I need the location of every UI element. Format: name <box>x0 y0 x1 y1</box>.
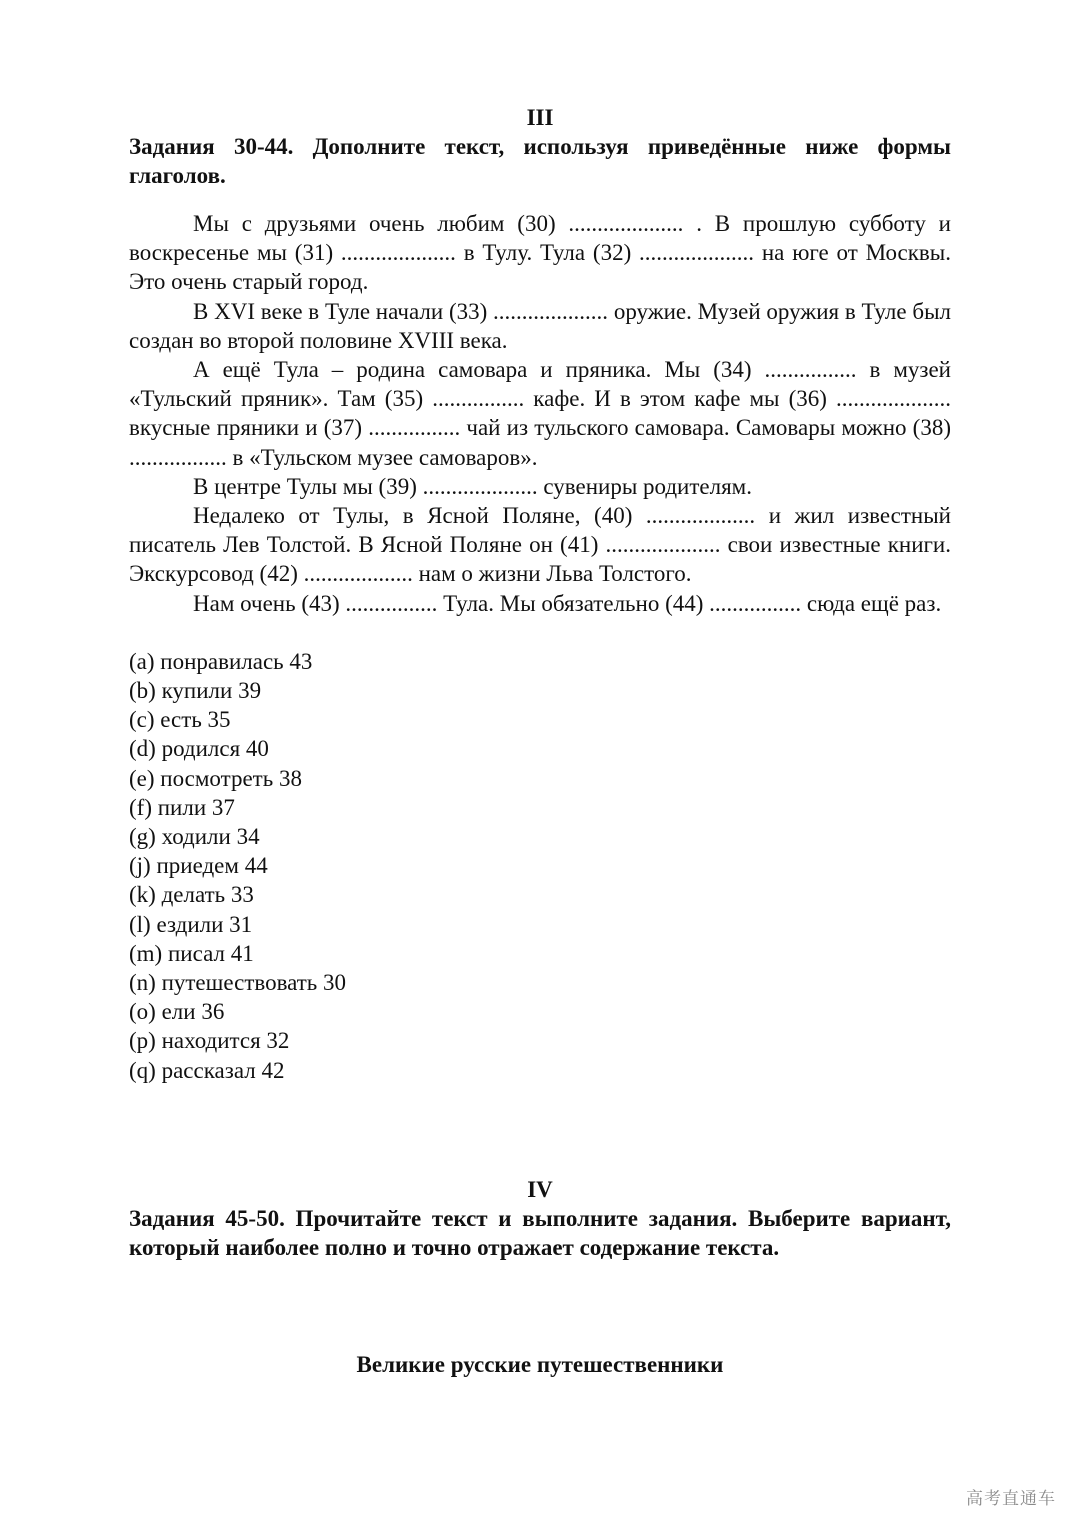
section-three-heading: Задания 30-44. Дополните текст, используя приведённые ниже формы глаголов. <box>129 134 951 188</box>
section-three-numeral: III <box>526 105 554 130</box>
section-four-heading: Задания 45-50. Прочитайте текст и выполните задания. Выберите вариант, который наиболее полно и точно отражает содержание текста. <box>129 1206 951 1260</box>
section-four <box>129 1175 951 1262</box>
verb-options-list <box>129 647 951 1085</box>
option-f: (f) пили 37 <box>129 794 235 820</box>
passage-paragraph-2: В XVI веке в Туле начали (33) .................... оружие. Музей оружия в Туле был создан во второй половине XVIII века. <box>129 298 951 353</box>
option-o: (o) ели 36 <box>129 999 225 1025</box>
option-j: (j) приедем 44 <box>129 853 268 879</box>
option-k: (k) делать 33 <box>129 882 254 908</box>
article-title: Великие русские путешественники <box>356 1352 724 1377</box>
section-three <box>129 103 951 1085</box>
option-g: (g) ходили 34 <box>129 824 260 850</box>
passage-paragraph-6: Нам очень (43) ................ Тула. Мы обязательно (44) ................ сюда ещё раз. <box>193 590 942 616</box>
option-c: (c) есть 35 <box>129 707 231 733</box>
passage-paragraph-4: В центре Тулы мы (39) .................... сувениры родителям. <box>193 473 752 499</box>
passage-paragraph-3: А ещё Тула – родина самовара и пряника. Мы (34) ................ в музей «Тульский пряник». Там (35) ................ кафе. И в этом кафе мы (36) .................... вкусные пряники и (37) ................ чай из тульского самовара. Самовары можно (38) ................. в «Тульском музее самоваров». <box>129 357 951 470</box>
passage <box>129 209 951 618</box>
option-b: (b) купили 39 <box>129 678 262 704</box>
option-a: (a) понравилась 43 <box>129 648 313 674</box>
section-four-numeral: IV <box>527 1177 553 1202</box>
option-m: (m) писал 41 <box>129 940 254 966</box>
watermark-text: 高考直通车 <box>966 1489 1056 1509</box>
option-p: (p) находится 32 <box>129 1028 290 1054</box>
option-d: (d) родился 40 <box>129 736 269 762</box>
option-e: (e) посмотреть 38 <box>129 765 302 791</box>
option-q: (q) рассказал 42 <box>129 1057 285 1083</box>
option-n: (n) путешествовать 30 <box>129 970 347 996</box>
option-l: (l) ездили 31 <box>129 911 253 937</box>
passage-paragraph-5: Недалеко от Тулы, в Ясной Поляне, (40) ................... и жил известный писатель Лев Толстой. В Ясной Поляне он (41) .................... свои известные книги. Экскурсовод (42) ................... нам о жизни Льва Толстого. <box>129 503 951 587</box>
passage-paragraph-1: Мы с друзьями очень любим (30) .................... . В прошлую субботу и воскресенье мы (31) .................... в Тулу. Тула (32) .................... на юге от Москвы. Это очень старый город. <box>129 211 951 295</box>
